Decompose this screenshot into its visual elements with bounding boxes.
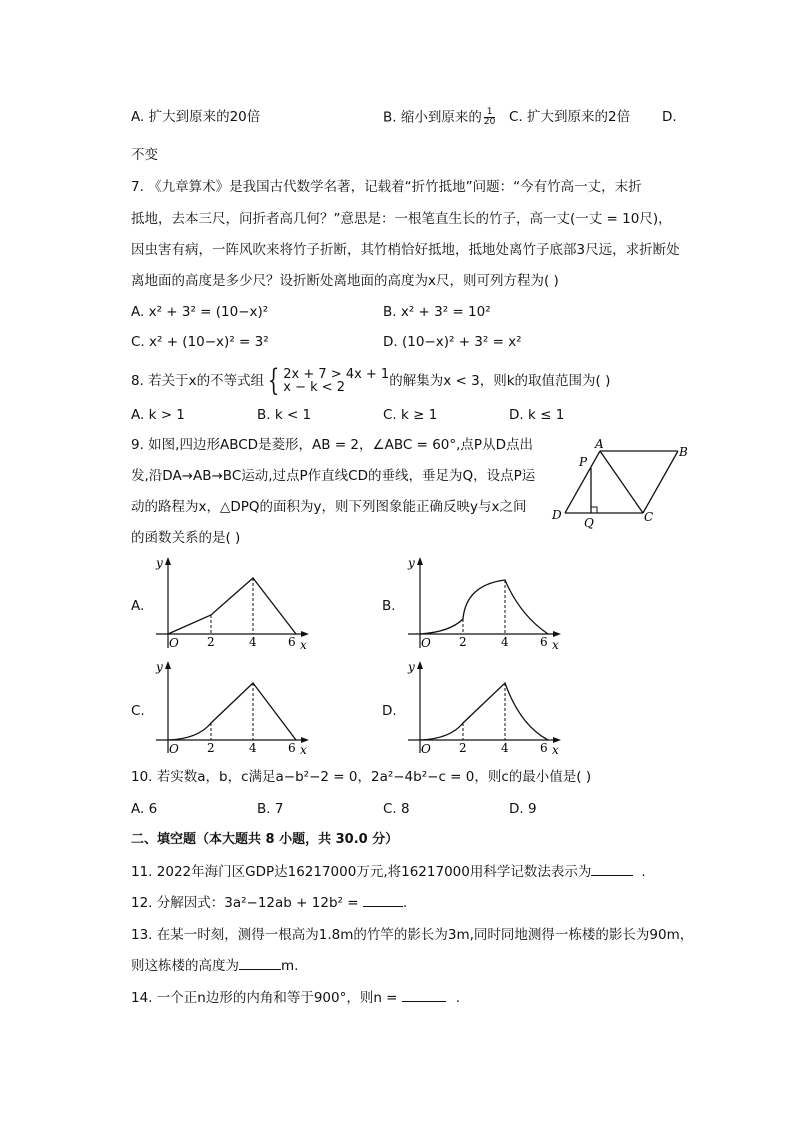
q7-line-1: 7. 《九章算术》是我国古代数学名著，记载着“折竹抵地”问题：“今有竹高一丈，末折 <box>131 179 642 195</box>
q7-option-d: D. (10−x)² + 3² = x² <box>383 334 522 350</box>
q10-line: 10. 若实数a，b，c满足a−b²−2 = 0，2a²−4b²−c = 0，则c的最小值是( ) <box>131 769 592 785</box>
origin-label: O <box>421 742 431 756</box>
y-axis-arrow <box>417 557 423 565</box>
origin-label: O <box>169 742 179 756</box>
graph-b <box>402 553 567 653</box>
axis-label-y: y <box>408 556 415 570</box>
tick-2: 2 <box>459 741 467 755</box>
q14-text: 14. 一个正n边形的内角和等于900°，则n = <box>131 990 402 1006</box>
q8-suffix: 的解集为x < 3，则k的取值范围为( ) <box>389 373 611 389</box>
origin-label: O <box>421 636 431 650</box>
fraction-denominator: 20 <box>483 117 496 127</box>
q10-option-b: B. 7 <box>257 801 284 817</box>
q14-line <box>131 989 460 1007</box>
label-q: Q <box>584 516 594 530</box>
y-axis-arrow <box>417 661 423 669</box>
q10-option-a: A. 6 <box>131 801 158 817</box>
tick-6: 6 <box>540 635 548 649</box>
q8-option-d: D. k ≤ 1 <box>509 407 565 423</box>
q10-option-c: C. 8 <box>383 801 410 817</box>
q6-option-a: A. 扩大到原来的20倍 <box>131 109 261 125</box>
q6-option-d-continued: 不变 <box>131 147 158 163</box>
answer-blank[interactable] <box>239 957 281 970</box>
q9-line-2: 发,沿DA→AB→BC运动,过点P作直线CD的垂线，垂足为Q，设点P运 <box>131 468 536 484</box>
q7-option-a: A. x² + 3² = (10−x)² <box>131 304 269 320</box>
q7-option-c: C. x² + (10−x)² = 3² <box>131 334 269 350</box>
q12-period: . <box>402 895 408 911</box>
q10-option-d: D. 9 <box>509 801 537 817</box>
q9-option-a-label: A. <box>131 598 145 614</box>
label-p: P <box>579 455 588 469</box>
q6-option-c: C. 扩大到原来的2倍 <box>509 109 631 125</box>
q13-text: 则这栋楼的高度为 <box>131 958 239 974</box>
graph-a <box>150 553 315 653</box>
q9-option-c-label: C. <box>131 703 145 719</box>
q11-text: 11. 2022年海门区GDP达16217000万元,将16217000用科学记数法表示为 <box>131 864 592 880</box>
q12-text: 12. 分解因式：3a²−12ab + 12b² = <box>131 895 363 911</box>
x-axis-arrow <box>301 631 309 637</box>
q7-line-3: 因虫害有病，一阵风吹来将竹子折断，其竹梢恰好抵地，抵地处离竹子底部3尺远，求折断处 <box>131 242 680 258</box>
q11-period: . <box>641 864 646 880</box>
q7-option-b: B. x² + 3² = 10² <box>383 304 491 320</box>
tick-2: 2 <box>207 741 215 755</box>
q8-option-c: C. k ≥ 1 <box>383 407 438 423</box>
q9-line-1: 9. 如图,四边形ABCD是菱形，AB = 2，∠ABC = 60°,点P从D点出 <box>131 437 533 453</box>
tick-4: 4 <box>501 741 509 755</box>
label-d: D <box>552 508 562 522</box>
inequality-2: x − k < 2 <box>283 380 346 395</box>
answer-blank[interactable] <box>363 894 403 907</box>
axis-label-y: y <box>408 660 415 674</box>
rhombus-figure <box>545 435 695 535</box>
diagonal-ac <box>600 451 643 513</box>
q8-option-a: A. k > 1 <box>131 407 185 423</box>
answer-blank[interactable] <box>591 863 633 876</box>
tick-4: 4 <box>249 635 257 649</box>
axis-label-x: x <box>552 743 559 757</box>
tick-6: 6 <box>288 635 296 649</box>
function-curve <box>168 683 296 740</box>
axis-label-x: x <box>300 638 307 652</box>
q9-option-d-label: D. <box>382 703 397 719</box>
fraction-1-20 <box>484 108 495 127</box>
tick-2: 2 <box>459 635 467 649</box>
function-curve <box>420 580 548 634</box>
origin-label: O <box>169 636 179 650</box>
x-axis-arrow <box>553 631 561 637</box>
graph-c <box>150 657 315 757</box>
q14-period: . <box>455 990 461 1006</box>
q13-unit: m. <box>281 958 299 974</box>
q13-line-1: 13. 在某一时刻，测得一根高为1.8m的竹竿的影长为3m,同时同地测得一栋楼的影长为90m， <box>131 927 694 943</box>
q9-line-3: 动的路程为x，△DPQ的面积为y，则下列图象能正确反映y与x之间 <box>131 499 527 515</box>
tick-4: 4 <box>501 635 509 649</box>
tick-2: 2 <box>207 635 215 649</box>
q6-option-b <box>383 108 495 127</box>
q7-line-2: 抵地，去本三尺，问折者高几何？”意思是：一根笔直生长的竹子，高一丈(一丈 = 10尺)， <box>131 211 672 227</box>
tick-6: 6 <box>540 741 548 755</box>
label-a: A <box>595 437 604 451</box>
fraction-numerator: 1 <box>484 108 495 118</box>
axis-label-y: y <box>156 660 163 674</box>
q11-line <box>131 863 646 881</box>
q8-line <box>131 363 611 398</box>
label-c: C <box>644 510 654 524</box>
axis-label-x: x <box>552 638 559 652</box>
section-2-title: 二、填空题（本大题共 8 小题，共 30.0 分） <box>131 832 399 847</box>
q7-line-4: 离地面的高度是多少尺？设折断处离地面的高度为x尺，则可列方程为( ) <box>131 273 559 289</box>
axis-label-y: y <box>156 556 163 570</box>
side-bc <box>643 451 678 513</box>
q9-line-4: 的函数关系的是( ) <box>131 530 241 546</box>
axis-label-x: x <box>300 743 307 757</box>
answer-blank[interactable] <box>402 989 446 1002</box>
graph-d <box>402 657 567 757</box>
y-axis-arrow <box>165 557 171 565</box>
q8-option-b: B. k < 1 <box>257 407 312 423</box>
function-curve <box>420 683 548 740</box>
inequality-1: 2x + 7 > 4x + 1 <box>283 367 390 382</box>
q13-line-2 <box>131 957 298 975</box>
tick-6: 6 <box>288 741 296 755</box>
q6-option-d: D. <box>662 109 677 125</box>
inequality-system <box>283 368 389 394</box>
function-curve <box>168 578 296 634</box>
brace-icon: { <box>267 363 280 398</box>
y-axis-arrow <box>165 661 171 669</box>
q9-option-b-label: B. <box>382 598 396 614</box>
tick-4: 4 <box>249 741 257 755</box>
q8-prefix: 8. 若关于x的不等式组 <box>131 373 265 389</box>
q12-line <box>131 894 407 912</box>
q6-option-b-text: B. 缩小到原来的 <box>383 109 482 126</box>
right-angle-mark <box>591 507 597 513</box>
label-b: B <box>679 445 688 459</box>
